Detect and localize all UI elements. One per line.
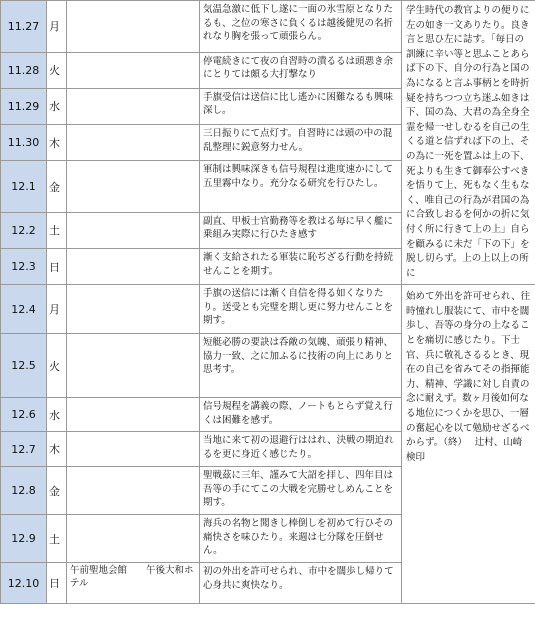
- weekday-cell: 水: [47, 398, 67, 432]
- weekday-cell: 月: [47, 285, 67, 334]
- place-cell: [67, 52, 200, 88]
- weekday-cell: 火: [47, 334, 67, 398]
- weekday-cell: 金: [47, 467, 67, 515]
- note-cell: 軍制は興味深きも信号規程は進度速かにして五里霧中なり。充分なる研究を行ひたし。: [200, 161, 402, 213]
- date-cell: 12.9: [1, 515, 47, 563]
- date-cell: 12.7: [1, 432, 47, 467]
- side-note-cell-lower: [402, 285, 535, 604]
- place-cell: [67, 432, 200, 467]
- note-cell: 漸く支給されたる軍装に恥ぢざる行動を持続せんことを期す。: [200, 249, 402, 285]
- date-cell: 12.4: [1, 285, 47, 334]
- note-cell: 副直、甲板士官勤務等を教はる毎に早く艦に乗組み実際に行ひたき感す: [200, 212, 402, 248]
- table-row: [1, 1, 535, 53]
- note-cell: 停電続きにて夜の自習時の潰るるは頭悪き余にとりては頗る大打撃なり: [200, 52, 402, 88]
- note-cell: 短艇必勝の要訣は呑敵の気魄、頑張り精神、協力一致、之に加ふるに技術の向上にありと思考す。: [200, 334, 402, 398]
- place-cell: [67, 285, 200, 334]
- note-cell: 手旗の送信には漸く自信を得る如くなりたり。送受とも完璧を期し更に努力せんことを期す。: [200, 285, 402, 334]
- date-cell: 12.8: [1, 467, 47, 515]
- place-cell: [67, 334, 200, 398]
- side-note-upper: 学生時代の教官よりの便りに左の如き一文ありたり。良き言と思ひ左に誌す。「毎日の訓練に辛い等と思ふことあらば下の下、自分の行為と国の為になると言ふ事柄とを時折疑を持ちつつ立ち迷ふ如きは下、国の為、大君の為全身全霊を帰一せしむるを自己の生くる道と信ずれば下の上、その為に一死を置ふは上の下、死よりも生きて御奉公すべきを悟りて上、死もなく生もなく、唯自己の行為が君国の為に合致しおるを何かの折に気付く所に行きて上の上」自らを顧みるに未だ「下の下」を脱し切らず。上の上以上の所に: [406, 5, 530, 279]
- table-row: [1, 285, 535, 334]
- weekday-cell: 金: [47, 161, 67, 213]
- date-cell: 12.5: [1, 334, 47, 398]
- place-cell: [67, 212, 200, 248]
- side-note-cell-upper: [402, 1, 535, 285]
- date-cell: 11.30: [1, 125, 47, 161]
- weekday-cell: 木: [47, 125, 67, 161]
- note-cell: 手旗受信は送信に比し遙かに困難なるも興味深し。: [200, 88, 402, 124]
- date-cell: 12.6: [1, 398, 47, 432]
- date-cell: 11.29: [1, 88, 47, 124]
- side-note-lower: 始めて外出を許可せられ、往時憧れし服装にて、市中を闊歩し、吾等の身分の上なることを痛切に感じたり。下士官、兵に敬礼さるるとき、現在の自己を省みてその指揮能力、精神、学識に対し自責の念に耐えず。数ヶ月後如何なる地位につくかを思ひ、一層の奮起心を以て勉励せざるべからず。（終） 辻村、山崎検印: [406, 291, 531, 463]
- date-cell: 12.3: [1, 249, 47, 285]
- date-cell: 11.27: [1, 1, 47, 53]
- place-cell: 午前聖地会館 午後大和ホテル: [67, 563, 200, 604]
- note-cell: 気温急激に低下し遂に一面の氷雪原となりたるも、之位の寒さに負くるは越後健児の名折れなり胸を張って頑張らん。: [200, 1, 402, 53]
- weekday-cell: 水: [47, 88, 67, 124]
- note-cell: 信号規程を講義の際、ノートもとらず覚え行くは困難を感ず。: [200, 398, 402, 432]
- place-cell: [67, 467, 200, 515]
- weekday-cell: 木: [47, 432, 67, 467]
- note-cell: 初の外出を許可せられ、市中を闊歩し帰りて心身共に爽快なり。: [200, 563, 402, 604]
- place-cell: [67, 125, 200, 161]
- weekday-cell: 土: [47, 212, 67, 248]
- note-cell: 三日振りにて点灯す。自習時には頭の中の混乱整理に鋭意努力せん。: [200, 125, 402, 161]
- date-cell: 12.10: [1, 563, 47, 604]
- weekday-cell: 日: [47, 563, 67, 604]
- diary-table-body: [1, 1, 535, 604]
- date-cell: 12.2: [1, 212, 47, 248]
- note-cell: 聖戦茲に三年、謹みて大詔を拝し、四年目は吾等の手にてこの大戦を完勝せしめんことを期す。: [200, 467, 402, 515]
- weekday-cell: 火: [47, 52, 67, 88]
- weekday-cell: 日: [47, 249, 67, 285]
- place-cell: [67, 161, 200, 213]
- weekday-cell: 月: [47, 1, 67, 53]
- place-cell: [67, 1, 200, 53]
- place-cell: [67, 398, 200, 432]
- note-cell: 海兵の名物と聞きし棒倒しを初めて行ひその痛快さを味ひたり。来週は七分隊を圧倒せん。: [200, 515, 402, 563]
- place-cell: [67, 515, 200, 563]
- place-cell: [67, 88, 200, 124]
- weekday-cell: 土: [47, 515, 67, 563]
- date-cell: 11.28: [1, 52, 47, 88]
- place-cell: [67, 249, 200, 285]
- date-cell: 12.1: [1, 161, 47, 213]
- note-cell: 当地に来て初の退避行ははれ、決戦の期迫れるを更に身近く感じたり。: [200, 432, 402, 467]
